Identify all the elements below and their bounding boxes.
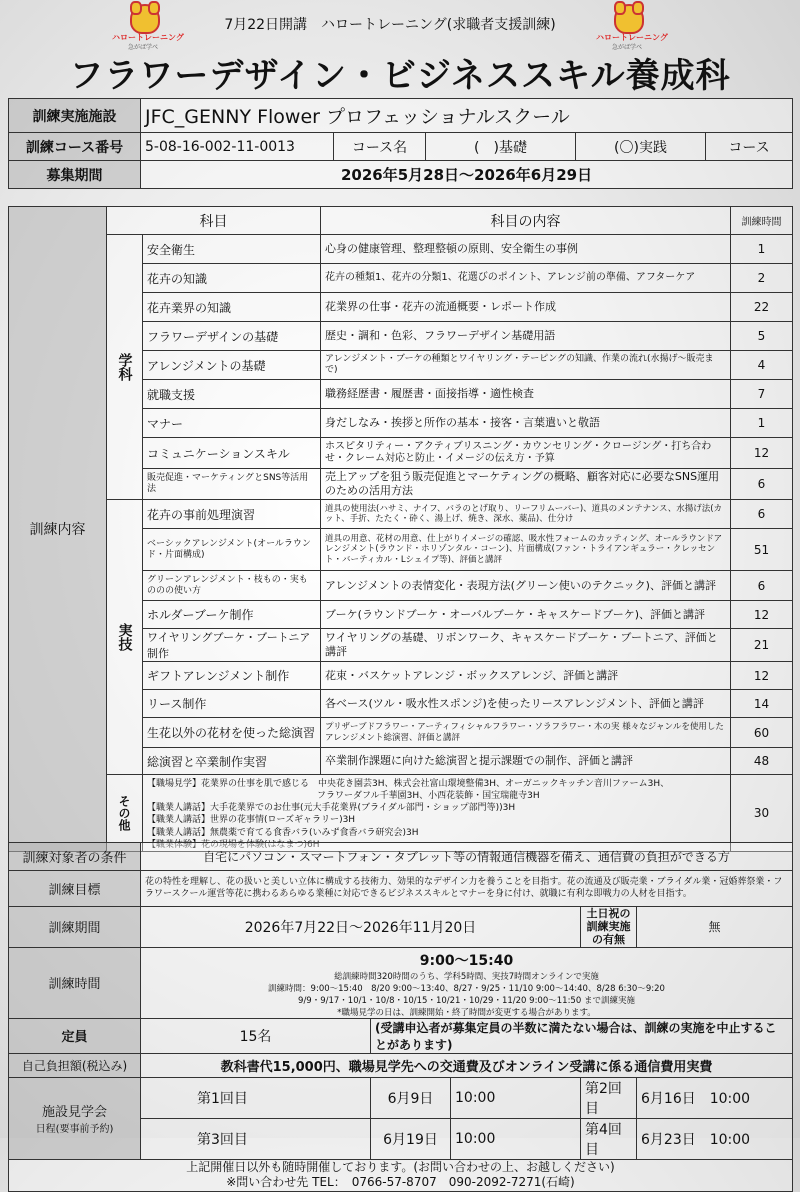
mascot-icon: [614, 4, 644, 34]
cost-label: 自己負担額(税込み): [9, 1053, 141, 1077]
time-value: [141, 947, 793, 1018]
time-line: 9/9・9/17・10/1・10/8・10/15・10/21・10/29・11/20 9:00～11:50 まで訓練実施: [298, 995, 635, 1006]
tour-1-time: 10:00: [451, 1077, 581, 1118]
hours-cell: 1: [731, 409, 793, 438]
time-main: 9:00～15:40: [419, 952, 514, 969]
content-cell: 各ベース(ツル・吸水性スポンジ)を使ったリースアレンジメント、評価と講評: [321, 690, 731, 718]
tour-3-number: 第3回目: [141, 1118, 371, 1159]
hours-cell: 2: [731, 264, 793, 293]
period-label: 訓練期間: [9, 907, 141, 948]
subject-cell: 安全衛生: [143, 235, 321, 264]
hours-cell: 51: [731, 529, 793, 571]
course-basic: ( )基礎: [426, 133, 576, 161]
other-line: 【職業人講話】大手花業界でのお仕事(元大手花業界(ブライダル部門・ショップ部門等))3H: [147, 803, 516, 814]
content-cell: 職務経歴書・履歴書・面接指導・適性検査: [321, 380, 731, 409]
content-cell: プリザーブドフラワー・アーティフィシャルフラワー・ソラフラワー・木の実 様々なジャンルを使用したアレンジメント総演習、評価と講評: [321, 718, 731, 748]
content-cell: 道具の使用法(ハサミ、ナイフ、バラのとげ取り、リーフリムーバー)、道具のメンテナンス、水揚げ法(カット、手折、たたく・砕く、湯上げ、焼き、深水、薬品)、仕分け: [321, 500, 731, 529]
recruit-label: 募集期間: [9, 161, 141, 189]
content-cell: 花束・バスケットアレンジ・ボックスアレンジ、評価と講評: [321, 662, 731, 690]
facility-label: 訓練実施施設: [9, 99, 141, 133]
tour-3-date: 6月19日: [371, 1118, 451, 1159]
curriculum-section-label: 訓練内容: [9, 207, 107, 852]
content-cell: ホスピタリティー・アクティブリスニング・カウンセリング・クロージング・打ち合わせ・クレーム対応と防止・イメージの伝え方・予算: [321, 438, 731, 469]
content-cell: 身だしなみ・挨拶と所作の基本・接客・言葉遣いと敬語: [321, 409, 731, 438]
other-content: [143, 775, 731, 852]
subject-cell: 就職支援: [143, 380, 321, 409]
content-cell: 花卉の種類1、花卉の分類1、花選びのポイント、アレンジ前の準備、アフターケア: [321, 264, 731, 293]
hours-cell: 30: [731, 775, 793, 852]
subject-cell: 花卉業界の知識: [143, 293, 321, 322]
course-no-value: 5-08-16-002-11-0013: [141, 133, 334, 161]
tour-2-when: [637, 1077, 793, 1118]
subject-cell: ベーシックアレンジメント(オールラウンド・片面構成): [143, 529, 321, 571]
recruit-value: 2026年5月28日～2026年6月29日: [141, 161, 793, 189]
target-label: 訓練対象者の条件: [9, 843, 141, 871]
subject-cell: アレンジメントの基礎: [143, 351, 321, 380]
col-subject: 科目: [107, 207, 321, 235]
facility-value: JFC_GENNY Flower プロフェッショナルスクール: [141, 99, 793, 133]
subject-cell: 生花以外の花材を使った総演習: [143, 718, 321, 748]
hello-training-logo-right: ハロートレーニング 急がば学べ: [596, 4, 658, 48]
tour-4-time: 10:00: [709, 1131, 751, 1148]
hours-cell: 4: [731, 351, 793, 380]
course-practical: (〇)実践: [576, 133, 706, 161]
subject-cell: ギフトアレンジメント制作: [143, 662, 321, 690]
subject-cell: 販売促進・マーケティングとSNS等活用法: [143, 469, 321, 500]
subject-cell: フラワーデザインの基礎: [143, 322, 321, 351]
hours-cell: 12: [731, 438, 793, 469]
content-cell: ブーケ(ラウンドブーケ・オーバルブーケ・キャスケードブーケ)、評価と講評: [321, 601, 731, 629]
goal-label: 訓練目標: [9, 871, 141, 907]
col-hours: 訓練時間: [731, 207, 793, 235]
mascot-icon: [130, 4, 160, 34]
col-content: 科目の内容: [321, 207, 731, 235]
practical-label: 実技: [107, 500, 143, 775]
hours-cell: 60: [731, 718, 793, 748]
content-cell: 心身の健康管理、整理整頓の原則、安全衛生の事例: [321, 235, 731, 264]
subject-cell: 総演習と卒業制作実習: [143, 748, 321, 775]
contact-line: ※問い合わせ先 TEL： 0766-57-8707 090-2092-7271(石崎): [226, 1175, 575, 1190]
hours-cell: 6: [731, 500, 793, 529]
content-cell: アレンジメントの表情変化・表現方法(グリーン使いのテクニック)、評価と講評: [321, 571, 731, 601]
time-line: 総訓練時間320時間のうち、学科5時間、実技7時間オンラインで実施: [334, 971, 599, 982]
subject-cell: ホルダーブーケ制作: [143, 601, 321, 629]
hours-cell: 5: [731, 322, 793, 351]
tour-2-number: 第2回目: [581, 1077, 637, 1118]
hours-cell: 6: [731, 571, 793, 601]
hours-cell: 48: [731, 748, 793, 775]
content-cell: 歴史・調和・色彩、フラワーデザイン基礎用語: [321, 322, 731, 351]
hours-cell: 14: [731, 690, 793, 718]
capacity-label: 定員: [9, 1018, 141, 1053]
tour-2-date: 6月16日: [641, 1090, 696, 1107]
goal-value: 花の特性を理解し、花の扱いと美しい立体に構成する技術力、効果的なデザイン力を養うことを目指す。花の流通及び販売業・ブライダル業・冠婚葬祭業・フラワースクール運営等花に携わるあらゆる業種に対応できるビジネススキルとマナーを身に付け、就職に有利な即戦力の人材を目指す。: [141, 871, 793, 907]
tour-4-date: 6月23日: [641, 1131, 696, 1148]
subject-cell: マナー: [143, 409, 321, 438]
tour-label-cell: [9, 1077, 141, 1159]
subject-cell: ワイヤリングブーケ・ブートニア制作: [143, 629, 321, 662]
tour-note-cell: [9, 1159, 793, 1191]
period-value: 2026年7月22日～2026年11月20日: [141, 907, 581, 948]
tour-sub: 日程(要事前予約): [35, 1124, 114, 1136]
hours-cell: 6: [731, 469, 793, 500]
course-no-label: 訓練コース番号: [9, 133, 141, 161]
page-title: フラワーデザイン・ビジネススキル養成科: [69, 56, 731, 96]
content-cell: 卒業制作課題に向けた総演習と提示課題での制作、評価と講評: [321, 748, 731, 775]
target-value: 自宅にパソコン・スマートフォン・タブレット等の情報通信機器を備え、通信費の負担ができる方: [141, 843, 793, 871]
subject-cell: 花卉の知識: [143, 264, 321, 293]
subtitle: 7月22日開講 ハロートレーニング(求職者支援訓練): [224, 17, 556, 33]
curriculum-table: [8, 206, 793, 852]
content-cell: ワイヤリングの基礎、リボンワーク、キャスケードブーケ・ブートニア、評価と講評: [321, 629, 731, 662]
capacity-note: (受講申込者が募集定員の半数に満たない場合は、訓練の実施を中止することがあります): [371, 1018, 793, 1053]
hours-cell: 7: [731, 380, 793, 409]
cost-value: 教科書代15,000円、職場見学先への交通費及びオンライン受講に係る通信費用実費: [141, 1053, 793, 1077]
holiday-value: 無: [637, 907, 793, 948]
hours-cell: 12: [731, 662, 793, 690]
tour-1-number: 第1回目: [141, 1077, 371, 1118]
tour-4-when: [637, 1118, 793, 1159]
tour-note: 上記開催日以外も随時開催しております。(お問い合わせの上、お越しください): [186, 1159, 615, 1174]
content-cell: 売上アップを狙う販売促進とマーケティングの概略、顧客対応に必要なSNS運用のための活用方法: [321, 469, 731, 500]
tour-label: 施設見学会: [41, 1105, 107, 1121]
tour-4-number: 第4回目: [581, 1118, 637, 1159]
subject-cell: グリーンアレンジメント・枝もの・実もののの使い方: [143, 571, 321, 601]
subject-cell: リース制作: [143, 690, 321, 718]
academic-label: 学科: [107, 235, 143, 500]
subject-cell: コミュニケーションスキル: [143, 438, 321, 469]
hours-cell: 12: [731, 601, 793, 629]
course-name-label: コース名: [334, 133, 426, 161]
capacity-value: 15名: [141, 1018, 371, 1053]
other-line: 【職業人講話】無農薬で育てる食香バラ(いみず食香バラ研究会)3H: [147, 827, 419, 838]
tour-1-date: 6月9日: [371, 1077, 451, 1118]
time-line: *職場見学の日は、訓練開始・終了時間が変更する場合があります。: [337, 1007, 596, 1018]
tour-3-time: 10:00: [451, 1118, 581, 1159]
hours-cell: 22: [731, 293, 793, 322]
other-label: その他: [107, 775, 143, 852]
other-line: フラワーダフル千華園3H、小西花装飾・国宝瑞龍寺3H: [317, 791, 540, 802]
subject-cell: 花卉の事前処理演習: [143, 500, 321, 529]
other-line: 【職業体験】花の現場を体験(はなまつ)6H: [147, 839, 320, 850]
info-table: [8, 98, 793, 189]
other-line: 【職業人講話】世界の花事情(ローズギャラリー)3H: [147, 815, 356, 826]
other-line: 【職場見学】花業界の仕事を肌で感じる 中央花き園芸3H、株式会社富山環境整備3H、オーガニックキッチン音川ファーム3H、: [147, 779, 670, 789]
time-line: 訓練時間：9:00～15:40 8/20 9:00～13:40、8/27・9/25・11/10 9:00～14:40、8/28 6:30～9:20: [268, 983, 665, 994]
hello-training-logo: ハロートレーニング 急がば学べ: [112, 4, 174, 48]
content-cell: 花業界の仕事・花卉の流通概要・レポート作成: [321, 293, 731, 322]
content-cell: アレンジメント・ブーケの種類とワイヤリング・テーピングの知識、作業の流れ(水揚げ～販売まで): [321, 351, 731, 380]
content-cell: 道具の用意、花材の用意、仕上がりイメージの確認、吸水性フォームのカッティング、オールラウンドアレンジメント(ラウンド・ホリゾンタル・コーン)、片面構成(ファン・トライアンギュラー・クレッセント・バーティカル・Lシェイプ等)、評価と講評: [321, 529, 731, 571]
tour-2-time: 10:00: [709, 1090, 751, 1107]
conditions-table: [8, 842, 793, 1192]
hours-cell: 21: [731, 629, 793, 662]
holiday-label: 土日祝の訓練実施の有無: [581, 907, 637, 948]
hours-cell: 1: [731, 235, 793, 264]
course-suffix: コース: [706, 133, 793, 161]
time-label: 訓練時間: [9, 947, 141, 1018]
